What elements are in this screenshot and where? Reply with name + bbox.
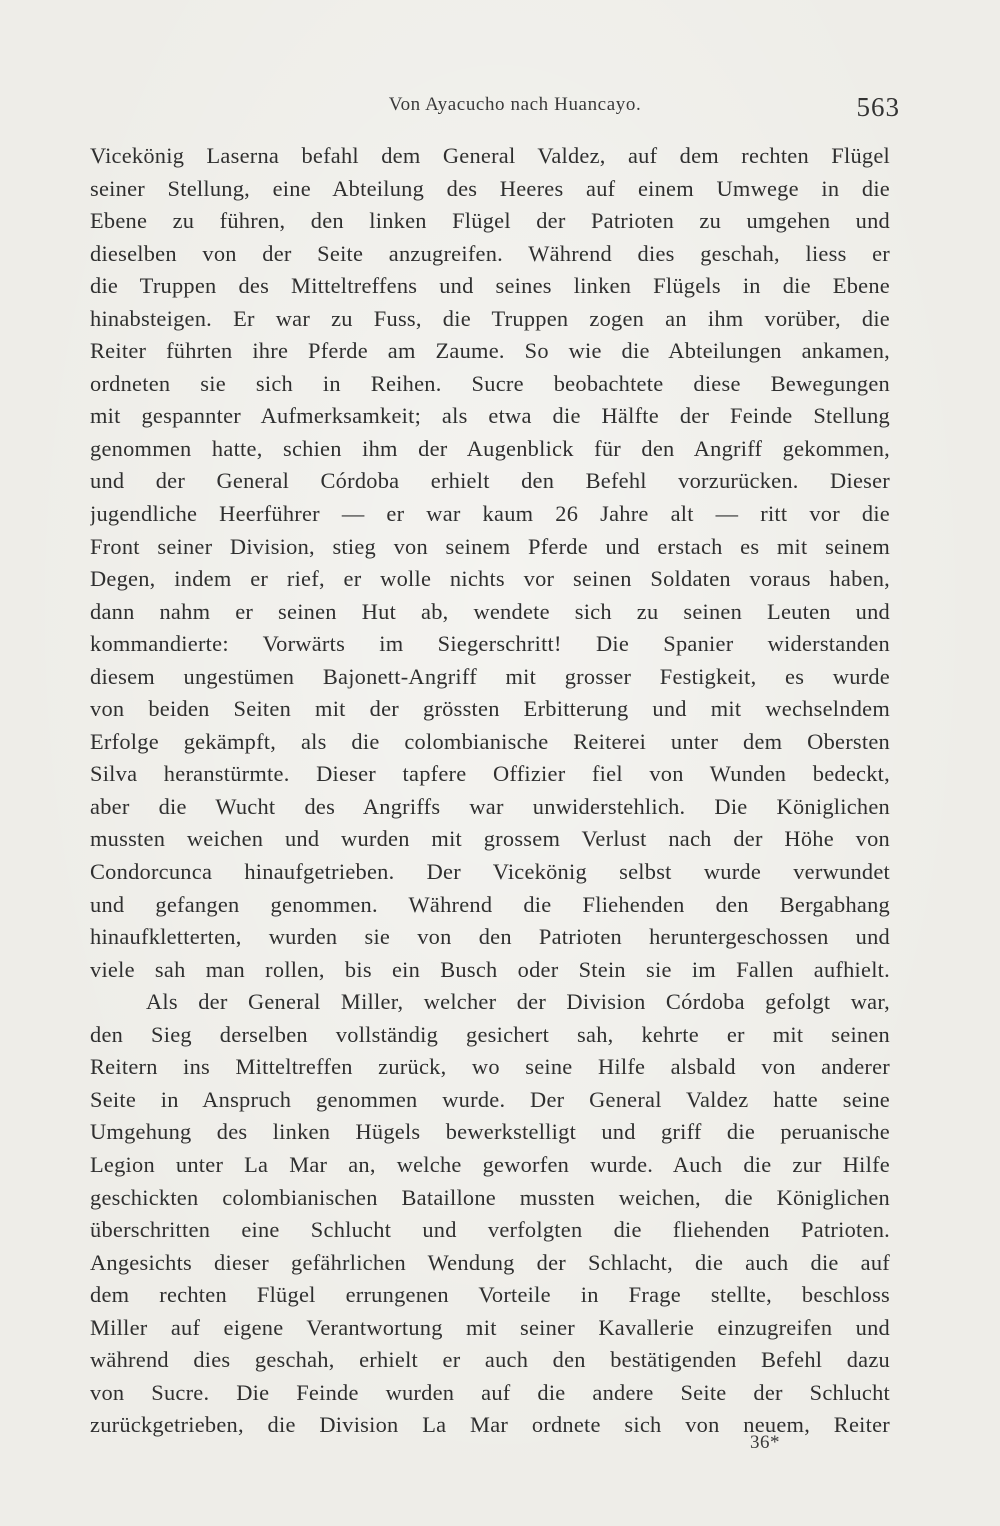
text-line: und der General Córdoba erhielt den Befehl vorzurücken. Dieser xyxy=(90,468,890,494)
text-line: Reiter führten ihre Pferde am Zaume. So wie die Abteilungen ankamen, xyxy=(90,338,890,364)
text-line: Vicekönig Laserna befahl dem General Valdez, auf dem rechten Flügel xyxy=(90,143,890,168)
running-head xyxy=(90,92,900,126)
text-line: Degen, indem er rief, er wolle nichts vor seinen Soldaten voraus haben, xyxy=(90,566,890,592)
text-line: dann nahm er seinen Hut ab, wendete sich zu seinen Leuten und xyxy=(90,598,890,624)
body-text xyxy=(90,140,890,1442)
text-line: zurückgetrieben, die Division La Mar ordnete sich von neuem, Reiter xyxy=(90,1412,890,1438)
text-line: Seite in Anspruch genommen wurde. Der General Valdez hatte seine xyxy=(90,1086,890,1112)
text-line: aber die Wucht des Angriffs war unwiderstehlich. Die Königlichen xyxy=(90,793,890,819)
signature-mark: 36* xyxy=(750,1432,780,1453)
text-line: Legion unter La Mar an, welche geworfen wurde. Auch die zur Hilfe xyxy=(90,1151,890,1177)
text-line: geschickten colombianischen Bataillone mussten weichen, die Königlichen xyxy=(90,1184,890,1210)
text-line: jugendliche Heerführer — er war kaum 26 Jahre alt — ritt vor die xyxy=(90,501,890,527)
text-line: dieselben von der Seite anzugreifen. Während dies geschah, liess er xyxy=(90,240,890,266)
text-line: hinaufkletterten, wurden sie von den Patrioten heruntergeschossen und xyxy=(90,924,890,950)
text-line: und gefangen genommen. Während die Fliehenden den Bergabhang xyxy=(90,891,890,917)
text-line: Ebene zu führen, den linken Flügel der Patrioten zu umgehen und xyxy=(90,208,890,234)
text-line: ordneten sie sich in Reihen. Sucre beobachtete diese Bewegungen xyxy=(90,370,890,396)
text-line: Condorcunca hinaufgetrieben. Der Vicekönig selbst wurde verwundet xyxy=(90,859,890,885)
text-line: von beiden Seiten mit der grössten Erbitterung und mit wechselndem xyxy=(90,696,890,722)
text-line: während dies geschah, erhielt er auch den bestätigenden Befehl dazu xyxy=(90,1347,890,1373)
text-line: Angesichts dieser gefährlichen Wendung der Schlacht, die auch die auf xyxy=(90,1249,890,1275)
text-line: überschritten eine Schlucht und verfolgten die fliehenden Patrioten. xyxy=(90,1217,890,1243)
text-line: viele sah man rollen, bis ein Busch oder Stein sie im Fallen aufhielt. xyxy=(90,956,890,982)
text-line: diesem ungestümen Bajonett-Angriff mit grosser Festigkeit, es wurde xyxy=(90,663,890,689)
text-line: von Sucre. Die Feinde wurden auf die andere Seite der Schlucht xyxy=(90,1379,890,1405)
text-line: genommen hatte, schien ihm der Augenblick für den Angriff gekommen, xyxy=(90,435,890,461)
text-line: seiner Stellung, eine Abteilung des Heeres auf einem Umwege in die xyxy=(90,175,890,201)
text-line: Front seiner Division, stieg von seinem Pferde und erstach es mit seinem xyxy=(90,533,890,559)
text-line: Erfolge gekämpft, als die colombianische Reiterei unter dem Obersten xyxy=(90,728,890,754)
text-line: Umgehung des linken Hügels bewerkstelligt und griff die peruanische xyxy=(90,1119,890,1145)
text-line: Reitern ins Mitteltreffen zurück, wo seine Hilfe alsbald von anderer xyxy=(90,1054,890,1080)
running-title: Von Ayacucho nach Huancayo. xyxy=(388,94,642,115)
text-line: dem rechten Flügel errungenen Vorteile in Frage stellte, beschloss xyxy=(90,1282,890,1308)
text-line: mussten weichen und wurden mit grossem Verlust nach der Höhe von xyxy=(90,826,890,852)
text-line: mit gespannter Aufmerksamkeit; als etwa die Hälfte der Feinde Stellung xyxy=(90,403,890,429)
text-line: kommandierte: Vorwärts im Siegerschritt! Die Spanier widerstanden xyxy=(90,631,890,657)
text-line: Silva heranstürmte. Dieser tapfere Offizier fiel von Wunden bedeckt, xyxy=(90,761,890,787)
text-line: hinabsteigen. Er war zu Fuss, die Truppen zogen an ihm vorüber, die xyxy=(90,305,890,331)
text-line: die Truppen des Mitteltreffens und seines linken Flügels in die Ebene xyxy=(90,273,890,299)
text-line: Als der General Miller, welcher der Division Córdoba gefolgt war, xyxy=(146,989,890,1015)
text-line: den Sieg derselben vollständig gesichert sah, kehrte er mit seinen xyxy=(90,1021,890,1047)
text-line: Miller auf eigene Verantwortung mit seiner Kavallerie einzugreifen und xyxy=(90,1314,890,1340)
page-number: 563 xyxy=(856,92,900,122)
